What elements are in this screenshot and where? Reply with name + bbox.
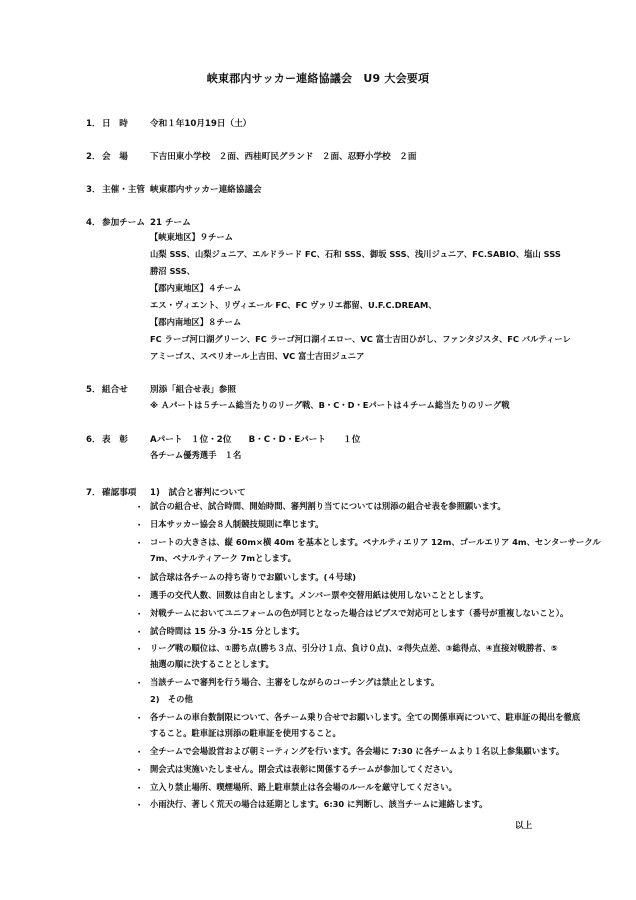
rule-item: 対戦チームにおいてユニフォームの色が同じとなった場合はビブスで対応可とします（番号が重複しないこと）。 (150, 608, 569, 618)
section-value: 峡東郡内サッカー連絡協議会 (150, 185, 262, 195)
rule-item-continued: すること。駐車証は別添の駐車証を使用すること。 (150, 728, 341, 738)
section-label: 主催・主管 (102, 185, 145, 195)
section-label: 表 彰 (102, 435, 128, 445)
team-list-line: 勝沼 SSS、 (150, 266, 195, 276)
section-number: 3． (86, 185, 101, 195)
bullet-mark: ・ (135, 747, 144, 757)
section-value: 21 チーム (150, 218, 191, 228)
bullet-mark: ・ (135, 538, 144, 548)
bullet-mark: ・ (135, 609, 144, 619)
bullet-mark: ・ (135, 783, 144, 793)
rule-item: 当該チームで審判を行う場合、主審をしながらのコーチングは禁止とします。 (150, 677, 440, 687)
bullet-mark: ・ (135, 520, 144, 530)
section-value: 1) 試合と審判について (150, 488, 246, 498)
bracket-note: ※ Ａパートは５チーム総当たりのリーグ戦、B・C・D・Eパートは４チーム総当たりのリーグ戦 (150, 400, 510, 410)
bullet-mark: ・ (135, 800, 144, 810)
section-value: 下吉田東小学校 ２面、西桂町民グランド ２面、忍野小学校 ２面 (150, 152, 417, 162)
bullet-mark: ・ (135, 591, 144, 601)
team-list-line: 山梨 SSS、山梨ジュニア、エルドラード FC、石和 SSS、御坂 SSS、浅川ジュニア、FC.SABIO、塩山 SSS (150, 249, 561, 259)
section-number: 7． (86, 488, 101, 498)
bullet-mark: ・ (135, 644, 144, 654)
section-number: 2． (86, 152, 101, 162)
section-value: 令和１年10月19日（土） (150, 119, 252, 129)
section-number: 6． (86, 435, 101, 445)
rule-item: 全チームで会場設営および朝ミーティングを行います。各会場に 7:30 に各チームより１名以上参集願います。 (150, 746, 565, 756)
team-group-heading: 【郡内南地区】８チーム (150, 317, 242, 327)
rule-item: 試合時間は 15 分-3 分-15 分とします。 (150, 626, 305, 636)
rule-item: 小雨決行、著しく荒天の場合は延期とします。6:30 に判断し、該当チームに連絡します。 (150, 799, 488, 809)
closing-mark: 以上 (515, 821, 533, 831)
subsection-label: 2) その他 (150, 694, 193, 704)
rule-item: 立入り禁止場所、喫煙場所、路上駐車禁止は各会場のルールを厳守してください。 (150, 782, 457, 792)
rule-item-continued: 抽選の順に決することとします。 (150, 659, 274, 669)
section-label: 会 場 (102, 152, 128, 162)
team-list-line: FC ラーゴ河口湖グリーン、FC ラーゴ河口湖イエロー、VC 富士吉田ひがし、ファンタジスタ、FC バルティーレ (150, 334, 571, 344)
section-value: 別添「組合せ表」参照 (150, 385, 236, 395)
bullet-mark: ・ (135, 713, 144, 723)
team-list-line: エス・ヴィエント、リヴィエール FC、FC ヴァリエ都留、U.F.C.DREAM、 (150, 300, 437, 310)
section-value: Aパート １位・2位 B・C・D・Eパート １位 (150, 435, 361, 445)
rule-item: 日本サッカー協会８人制競技規則に準じます。 (150, 519, 324, 529)
section-number: 5． (86, 385, 101, 395)
section-number: 4． (86, 218, 101, 228)
section-label: 日 時 (102, 119, 128, 129)
rule-item: 試合球は各チームの持ち寄りでお願いします。(４号球) (150, 572, 357, 582)
section-label: 確認事項 (102, 488, 137, 498)
bullet-mark: ・ (135, 502, 144, 512)
team-group-heading: 【郡内東地区】４チーム (150, 283, 242, 293)
rule-item: 試合の組合せ、試合時間、開始時間、審判割り当てについては別添の組合せ表を参照願います。 (150, 501, 506, 511)
team-group-heading: 【峡東地区】９チーム (150, 232, 233, 242)
rule-item: 各チームの車台数制限について、各チーム乗り合せでお願いします。全ての関係車両について、駐車証の掲出を徹底 (150, 712, 581, 722)
rule-item: 選手の交代人数、回数は自由とします。メンバー票や交替用紙は使用しないこととします。 (150, 590, 489, 600)
team-list-line: アミーゴス、スペリオール上吉田、VC 富士吉田ジュニア (150, 351, 365, 361)
section-number: 1． (86, 119, 101, 129)
bullet-mark: ・ (135, 678, 144, 688)
rule-item: リーグ戦の順位は、①勝ち点(勝ち３点、引分け１点、負け０点)、②得失点差、③総得点、④直接対戦勝者、⑤ (150, 643, 558, 653)
bullet-mark: ・ (135, 573, 144, 583)
page-title: 峡東郡内サッカー連絡協議会 U9 大会要項 (206, 72, 430, 85)
bullet-mark: ・ (135, 627, 144, 637)
rule-item: 開会式は実施いたしません。閉会式は表彰に関係するチームが参加してください。 (150, 764, 458, 774)
section-label: 参加チーム (102, 218, 145, 228)
rule-item-continued: 7m、ペナルティアーク 7mとします。 (150, 553, 296, 563)
awards-note: 各チーム優秀選手 １名 (150, 450, 242, 460)
rule-item: コートの大きさは、縦 60m×横 40m を基本とします。ペナルティエリア 12m、ゴールエリア 4m、センターサークル (150, 537, 601, 547)
section-label: 組合せ (102, 385, 128, 395)
bullet-mark: ・ (135, 765, 144, 775)
